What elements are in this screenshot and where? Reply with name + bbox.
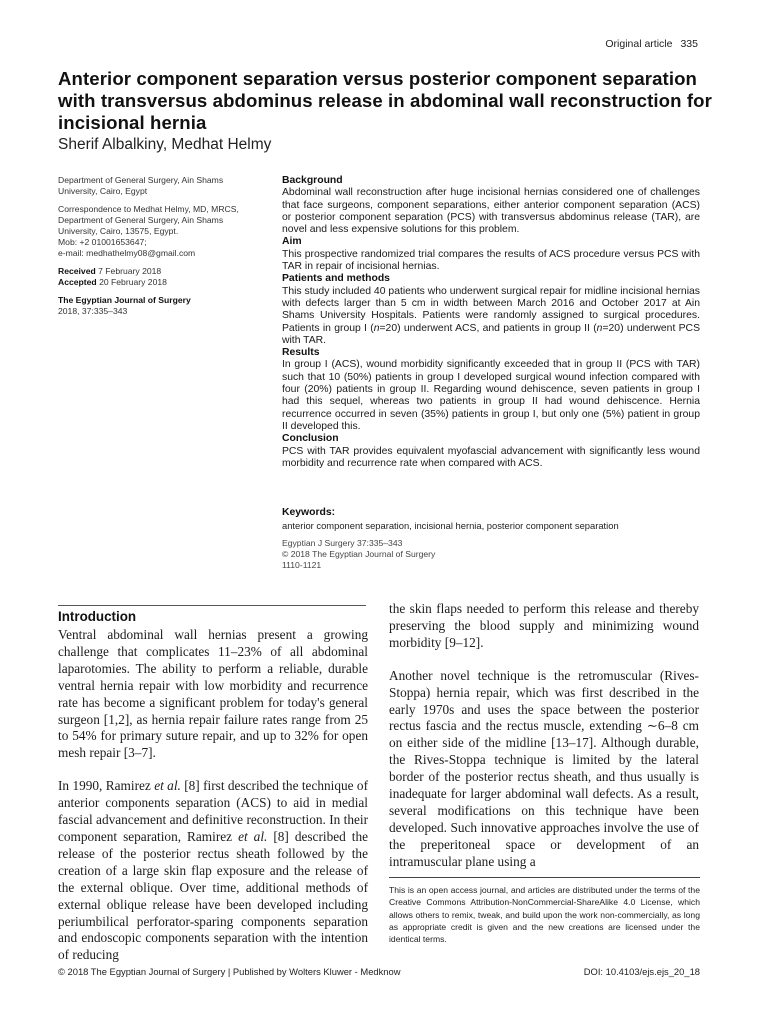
department: Department of General Surgery, Ain Shams University, Cairo, Egypt <box>58 175 224 196</box>
methods-text-part1: This study included 40 patients who underwent surgical repair for midline incisional hernias with defects larger than 5 cm in width between March 2016 and October 2017 at Ain Shams University Hospitals. Patients were randomly assigned to surgical procedures. Patients in group I ( <box>282 285 700 334</box>
intro-paragraph-2 <box>58 778 368 964</box>
title-block <box>58 68 718 155</box>
email-address[interactable]: e-mail: medhathelmy08@gmail.com <box>58 248 196 258</box>
footer-copyright: © 2018 The Egyptian Journal of Surgery | Published by Wolters Kluwer - Medknow <box>58 966 401 977</box>
running-head <box>605 38 698 50</box>
mobile-number: Mob: +2 01001653647; <box>58 237 147 247</box>
license-text: This is an open access journal, and articles are distributed under the terms of the Creative Commons Attribution-NonCommercial-ShareAlike 4.0 License, which allows others to remix, tweak, and build upon the work non-commercially, as long as appropriate credit is given and the new creations are licensed under the identical terms. <box>389 885 700 945</box>
citation-line-2: © 2018 The Egyptian Journal of Surgery <box>282 549 436 559</box>
received-date: 7 February 2018 <box>98 266 162 276</box>
intro-p2-etal: et al. <box>154 778 181 794</box>
intro-p2-etal-2: et al. <box>238 828 268 844</box>
body-left-column <box>58 627 368 980</box>
methods-n-symbol: n <box>373 322 380 334</box>
accepted-date: 20 February 2018 <box>99 277 167 287</box>
conclusion-text: PCS with TAR provides equivalent myofascial advancement with significantly less wound morbidity and recurrence rate when compared with ACS. <box>282 445 700 469</box>
intro-paragraph-1: Ventral abdominal wall hernias present a growing challenge that complicates 11–23% of all abdominal laparotomies. The ability to perform a reliable, durable ventral hernia repair with low morbidity and recurrence rate has become a significant problem for today's general surgeon [1,2], as hernia repair failure rates range from 25 to 54% for primary suture repair, and up to 32% for open mesh repair [3–7]. <box>58 627 368 761</box>
citation-line-1: Egyptian J Surgery 37:335–343 <box>282 538 403 548</box>
aim-heading: Aim <box>282 236 302 248</box>
dates <box>58 266 263 288</box>
methods-heading: Patients and methods <box>282 273 390 285</box>
intro-paragraph-4: Another novel technique is the retromuscular (Rives-Stoppa) hernia repair, which was first described in the early 1970s and uses the space between the posterior rectus fascia and the rectus muscle, extending ∼6–8 cm on either side of the midline [13–17]. Although durable, the Rives-Stoppa technique is limited by the lateral border of the posterior rectus sheath, and thus usually is inadequate for larger abdominal wall defects. As a result, several modifications on this technique have been developed. Such innovative approaches involve the use of the preperitoneal space or development of an intramuscular plane using a <box>389 667 699 869</box>
received-label: Received <box>58 266 96 276</box>
intro-p2-part-b: [8] first described the technique of anterior components separation (ACS) to aid in medial fascial advancement and definitive reconstruction. In their component separation, Ramirez <box>58 778 369 844</box>
correspondence <box>58 204 263 259</box>
license-box <box>389 877 700 945</box>
page-number: 335 <box>680 38 698 50</box>
keywords-text: anterior component separation, incisional hernia, posterior component separation <box>282 520 619 531</box>
correspondence-address: Correspondence to Medhat Helmy, MD, MRCS, Department of General Surgery, Ain Shams University, Cairo, 13575, Egypt. <box>58 204 239 236</box>
aim-text: This prospective randomized trial compares the results of ACS procedure versus PCS with TAR in repair of incisional hernias. <box>282 248 700 273</box>
citation-block <box>282 538 700 571</box>
methods-text-part2: =20) underwent ACS, and patients in group II ( <box>379 322 597 334</box>
methods-text-part3: =20) underwent PCS with TAR. <box>282 322 700 346</box>
citation-line-3: 1110-1121 <box>282 560 322 570</box>
methods-text <box>282 286 700 347</box>
intro-paragraph-3: the skin flaps needed to perform this release and thereby preserving the blood supply and minimizing wound morbidity [9–12]. <box>389 601 699 650</box>
journal-info <box>58 295 263 317</box>
intro-p2-part-a: In 1990, Ramirez <box>58 778 155 794</box>
methods-n-symbol-2: n <box>596 322 603 334</box>
results-heading: Results <box>282 347 320 359</box>
introduction-heading: Introduction <box>58 609 137 624</box>
authors: Sherif Albalkiny, Medhat Helmy <box>58 136 272 153</box>
abstract <box>282 175 700 470</box>
footer-doi[interactable]: DOI: 10.4103/ejs.ejs_20_18 <box>583 966 700 977</box>
affiliation-column <box>58 175 263 324</box>
conclusion-heading: Conclusion <box>282 433 339 445</box>
intro-p2-part-c: [8] described the release of the posterior rectus sheath followed by the creation of a large skin flap exposure and the release of the external oblique. Over time, additional methods of external oblique release have been developed including periumbilical perforator-sparing components separation and endoscopic components separation with the intention of reducing <box>58 828 369 963</box>
article-type-label: Original article <box>605 38 673 50</box>
keywords-block <box>282 507 700 531</box>
background-text: Abdominal wall reconstruction after huge incisional hernias considered one of challenges that face surgeons, component separations, either anterior component separation (ACS) or posterior component separation (PCS) with transversus abdominus release (TAR), are novel and less expensive solutions for this problem. <box>282 187 700 236</box>
article-title: Anterior component separation versus posterior component separation with transversus abdominus release in abdominal wall reconstruction for incisional hernia <box>58 68 712 133</box>
results-text: In group I (ACS), wound morbidity significantly exceeded that in group II (PCS with TAR) such that 10 (50%) patients in group I developed surgical wound infection compared with four (20%) patients in group II. Regarding wound dehiscence, seven patients in group I had this sequel, whereas two patients in group II had wound dehiscence. Hernia recurrence occurred in seven (35%) patients in group I, but only one (5%) patient in group II developed this. <box>282 359 700 432</box>
journal-ref: 2018, 37:335–343 <box>58 306 128 316</box>
journal-name: The Egyptian Journal of Surgery <box>58 295 191 305</box>
body-right-column <box>389 601 699 887</box>
section-divider <box>58 605 366 606</box>
keywords-heading: Keywords: <box>282 507 336 518</box>
background-heading: Background <box>282 175 343 186</box>
accepted-label: Accepted <box>58 277 97 287</box>
